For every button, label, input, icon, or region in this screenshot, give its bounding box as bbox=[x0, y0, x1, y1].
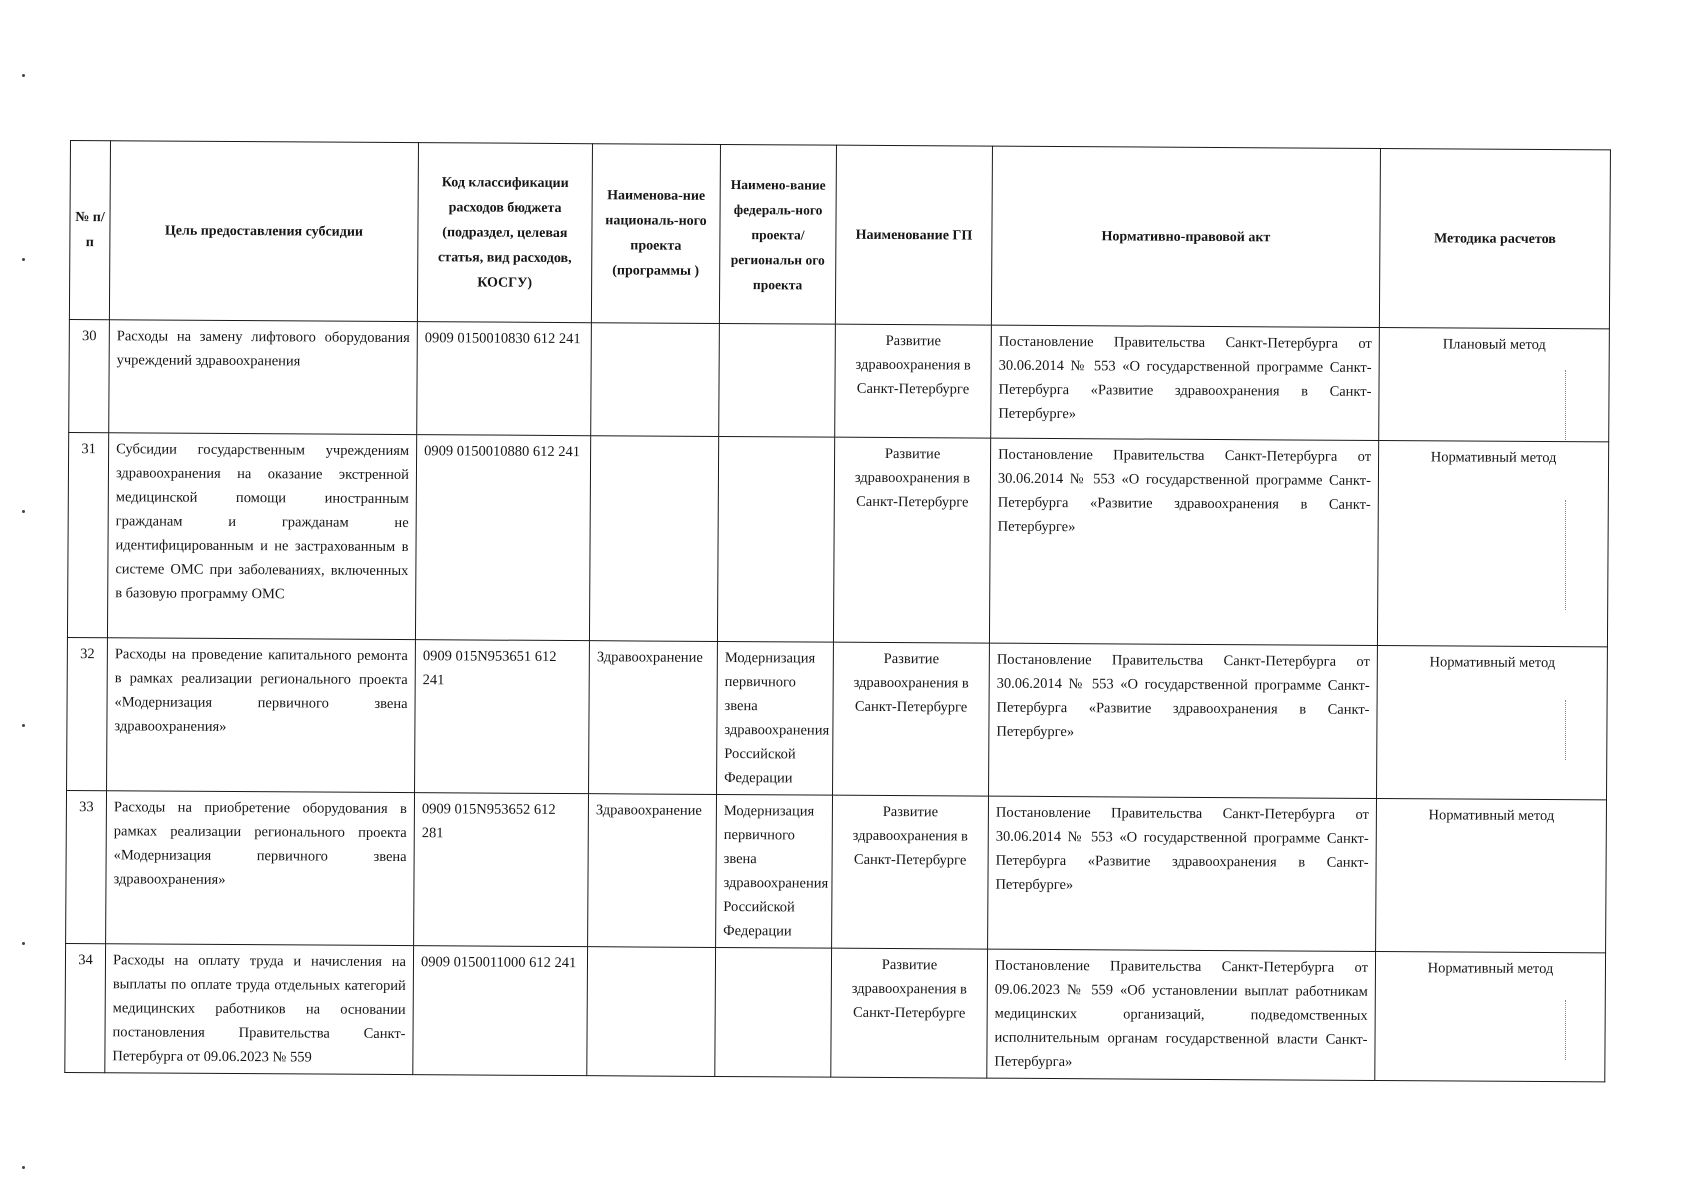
legal-act: Постановление Правительства Санкт-Петербурга от 30.06.2014 № 553 «О государственной программе Санкт-Петербурга «Развитие здравоохранения в Санкт-Петербурге» bbox=[988, 796, 1377, 951]
calculation-method: Нормативный метод bbox=[1377, 645, 1608, 799]
scan-speck bbox=[22, 258, 25, 261]
table-row bbox=[66, 790, 1607, 952]
row-number: 31 bbox=[67, 432, 108, 637]
subsidy-goal: Расходы на замену лифтового оборудования учреждений здравоохранения bbox=[109, 320, 418, 435]
national-project: Здравоохранение bbox=[589, 641, 718, 795]
national-project: Здравоохранение bbox=[588, 794, 717, 948]
gp-name: Развитие здравоохранения в Санкт-Петербурге bbox=[835, 324, 992, 438]
legal-act: Постановление Правительства Санкт-Петербурга от 30.06.2014 № 553 «О государственной программе Санкт-Петербурга «Развитие здравоохранения в Санкт-Петербурге» bbox=[989, 643, 1378, 798]
table-row bbox=[65, 943, 1606, 1081]
calculation-method: Плановый метод bbox=[1379, 328, 1610, 442]
federal-project bbox=[719, 323, 836, 437]
national-project bbox=[589, 436, 718, 642]
budget-code: 0909 0150010880 612 241 bbox=[415, 435, 590, 641]
calculation-method: Нормативный метод bbox=[1375, 951, 1606, 1081]
national-project bbox=[587, 947, 716, 1077]
header-code: Код классификации расходов бюджета (подраздел, целевая статья, вид расходов, КОСГУ) bbox=[417, 143, 592, 323]
header-legal-act: Нормативно-правовой акт bbox=[991, 146, 1380, 327]
header-gp: Наименование ГП bbox=[835, 145, 992, 325]
gp-name: Развитие здравоохранения в Санкт-Петербурге bbox=[833, 437, 990, 643]
budget-code: 0909 015N953652 612 281 bbox=[414, 793, 589, 947]
gp-name: Развитие здравоохранения в Санкт-Петербурге bbox=[833, 642, 990, 796]
subsidy-goal: Расходы на проведение капитального ремонта в рамках реализации регионального проекта «Модернизация первичного звена здравоохранения» bbox=[107, 638, 416, 793]
row-number: 34 bbox=[65, 943, 106, 1072]
budget-code: 0909 0150011000 612 241 bbox=[413, 946, 588, 1076]
table-row bbox=[69, 319, 1610, 441]
header-federal-project: Наимено-вание федераль-ного проекта/ региональн ого проекта bbox=[719, 144, 836, 324]
scan-speck bbox=[22, 942, 25, 945]
budget-code: 0909 015N953651 612 241 bbox=[415, 640, 590, 794]
scan-speck bbox=[22, 1166, 25, 1169]
federal-project bbox=[717, 436, 834, 642]
federal-project: Модернизация первичного звена здравоохранения Российской Федерации bbox=[717, 641, 834, 795]
subsidy-goal: Субсидии государственным учреждениям здравоохранения на оказание экстренной медицинской помощи иностранным гражданам и гражданам не идентифицированным и не застрахованным в системе ОМС при заболеваниях, включенных в базовую программу ОМС bbox=[107, 433, 416, 640]
legal-act: Постановление Правительства Санкт-Петербурга от 09.06.2023 № 559 «Об установлении выплат работникам медицинских организаций, подведомственных исполнительным органам государственной власти Санкт-Петербурга» bbox=[987, 949, 1376, 1080]
budget-code: 0909 0150010830 612 241 bbox=[417, 322, 592, 436]
subsidy-goal: Расходы на оплату труда и начисления на выплаты по оплате труда отдельных категорий медицинских работников на основании постановления Правительства Санкт-Петербурга от 09.06.2023 № 559 bbox=[105, 944, 414, 1075]
calculation-method: Нормативный метод bbox=[1376, 798, 1607, 952]
header-goal: Цель предоставления субсидии bbox=[109, 141, 418, 322]
legal-act: Постановление Правительства Санкт-Петербурга от 30.06.2014 № 553 «О государственной программе Санкт-Петербурга «Развитие здравоохранения в Санкт-Петербурге» bbox=[989, 438, 1378, 645]
row-number: 30 bbox=[69, 319, 110, 432]
subsidy-goal: Расходы на приобретение оборудования в рамках реализации регионального проекта «Модернизация первичного звена здравоохранения» bbox=[106, 791, 415, 946]
table-row bbox=[67, 637, 1608, 799]
national-project bbox=[591, 323, 720, 437]
gp-name: Развитие здравоохранения в Санкт-Петербурге bbox=[832, 795, 989, 949]
scan-speck bbox=[22, 510, 25, 513]
row-number: 33 bbox=[66, 790, 107, 943]
subsidy-table bbox=[64, 140, 1611, 1082]
federal-project: Модернизация первичного звена здравоохранения Российской Федерации bbox=[716, 794, 833, 948]
calculation-method: Нормативный метод bbox=[1377, 440, 1608, 646]
row-number: 32 bbox=[67, 637, 108, 790]
header-national-project: Наименова-ние националь-ного проекта (программы ) bbox=[591, 144, 720, 324]
scan-speck bbox=[22, 724, 25, 727]
gp-name: Развитие здравоохранения в Санкт-Петербурге bbox=[831, 948, 988, 1078]
legal-act: Постановление Правительства Санкт-Петербурга от 30.06.2014 № 553 «О государственной программе Санкт-Петербурга «Развитие здравоохранения в Санкт-Петербурге» bbox=[991, 325, 1380, 440]
header-method: Методика расчетов bbox=[1379, 149, 1610, 329]
table-row bbox=[67, 432, 1608, 646]
federal-project bbox=[715, 947, 832, 1077]
table-header-row bbox=[69, 141, 1610, 329]
header-npp: № п/ п bbox=[69, 141, 110, 320]
scan-speck bbox=[22, 74, 25, 77]
